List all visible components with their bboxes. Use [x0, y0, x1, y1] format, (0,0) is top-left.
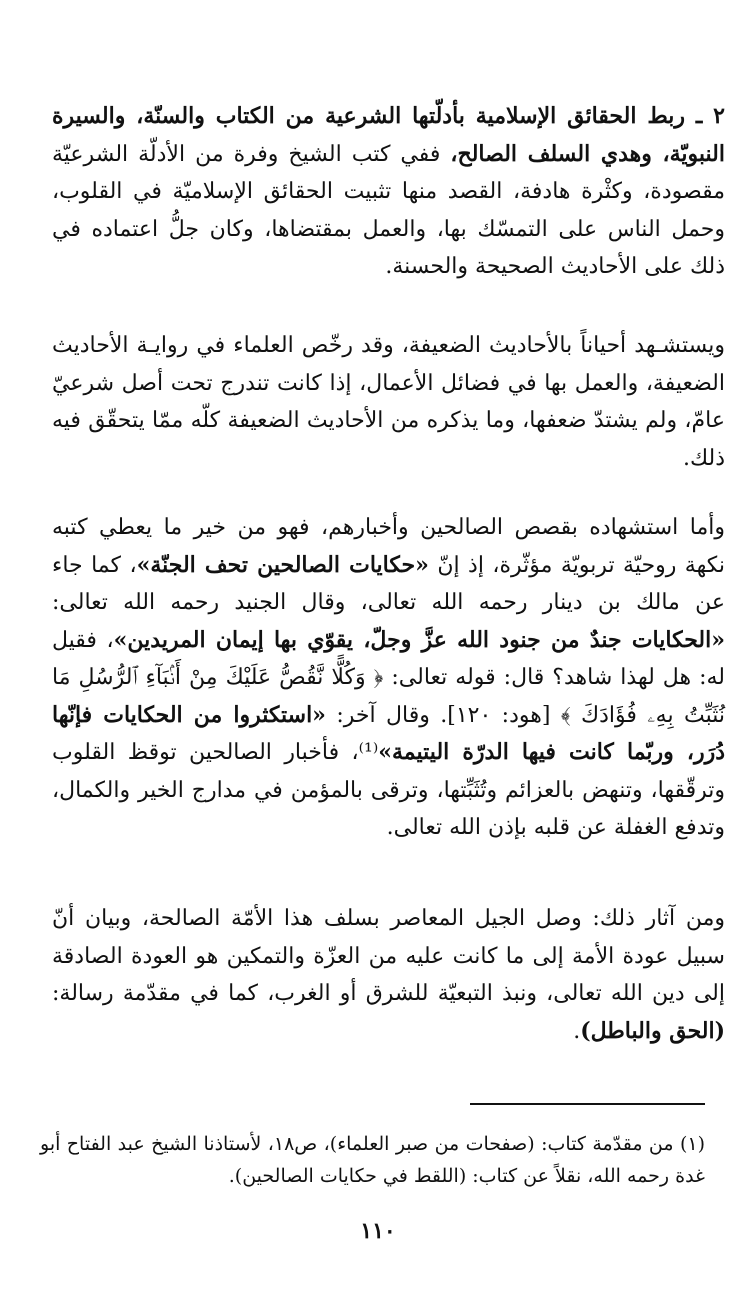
footnote-text: من مقدّمة كتاب: (صفحات من صبر العلماء)، ص١٨، لأستاذنا الشيخ عبد الفتاح أبو غدة رحمه الله، نقلاً عن كتاب: (اللقط في حكايات الصالحين).	[40, 1133, 705, 1187]
paragraph-3-part-3: ، فقيل له: هل لهذا شاهد؟ قال: قوله تعالى: ﴿ وَكُلًّا نَّقُصُّ عَلَيْكَ مِنْ أَنۢبَآءِ ٱلرُّسُلِ مَا نُثَبِّتُ بِهِۦ فُؤَادَكَ ﴾ [هود: ١٢٠]. وقال آخر:	[52, 627, 725, 728]
paragraph-4-title-ref: (الحق والباطل)	[580, 1017, 725, 1044]
paragraph-3-part-1: وأما استشهاده بقصص الصالحين وأخبارهم، فهو من خير ما يعطي كتبه نكهة روحيّة تربويّة مؤثّرة، إذ إنّ	[52, 515, 726, 578]
paragraph-4-part-1: ومن آثار ذلك: وصل الجيل المعاصر بسلف هذا الأمّة الصالحة، وبيان أنّ سبيل عودة الأمة إلى ما كانت عليه من العزّة والتمكين هو العودة الصادقة إلى دين الله تعالى، ونبذ التبعيّة للشرق أو الغرب، كما في مقدّمة رسالة:	[52, 906, 725, 1006]
paragraph-3-quote-2: «الحكايات جندٌ من جنود الله عزَّ وجلّ، يقوّي بها إيمان المريدين»	[113, 626, 725, 653]
paragraph-2	[52, 327, 725, 477]
paragraph-3-part-4: ، فأخبار الصالحين توقظ القلوب وترقّقها، وتنهض بالعزائم وتُثَبِّتها، وترقى بالمؤمن في مدارج الخير والكمال، وتدفع الغفلة عن قلبه بإذن الله تعالى.	[52, 740, 725, 840]
paragraph-2-text: ويستشـهد أحياناً بالأحاديث الضعيفة، وقد رخّص العلماء في روايـة الأحاديث الضعيفة، والعمل بها في فضائل الأعمال، إذا كانت تندرج تحت أصل شرعيّ عامّ، ولم يشتدّ ضعفها، وما يذكره من الأحاديث الضعيفة كلّه ممّا يتحقّق فيه ذلك.	[52, 333, 725, 471]
paragraph-3	[52, 509, 725, 847]
footnote-reference[interactable]: ⁽¹⁾	[358, 740, 379, 765]
paragraph-3-part-2: ، كما جاء عن مالك بن دينار رحمه الله تعالى، وقال الجنيد رحمه الله تعالى:	[52, 552, 725, 615]
footnote-number: (١)	[679, 1133, 705, 1155]
paragraph-3-quote-3: «استكثروا من الحكايات فإنّها دُرَر، وربّما كانت فيها الدرّة اليتيمة»	[52, 701, 726, 765]
footnote	[40, 1128, 705, 1192]
paragraph-1-text: ففي كتب الشيخ وفرة من الأدلّة الشرعيّة مقصودة، وكثْرة هادفة، القصد منها تثبيت الحقائق الإسلاميّة في القلوب، وحمل الناس على التمسّك بها، والعمل بمقتضاها، وكان جلُّ اعتماده في ذلك على الأحاديث الصحيحة والحسنة.	[52, 141, 726, 279]
paragraph-4-part-2: .	[573, 1018, 581, 1044]
footnote-divider	[470, 1103, 705, 1105]
paragraph-3-quote-1: «حكايات الصالحين تحف الجنّة»	[136, 551, 429, 578]
paragraph-1-bold-lead: ٢ ـ ربط الحقائق الإسلامية بأدلّتها الشرعية من الكتاب والسنّة، والسيرة النبويّة، وهدي السلف الصالح،	[52, 103, 725, 167]
page-number: ١١٠	[360, 1218, 396, 1244]
paragraph-4	[52, 900, 725, 1050]
paragraph-1	[52, 98, 725, 286]
